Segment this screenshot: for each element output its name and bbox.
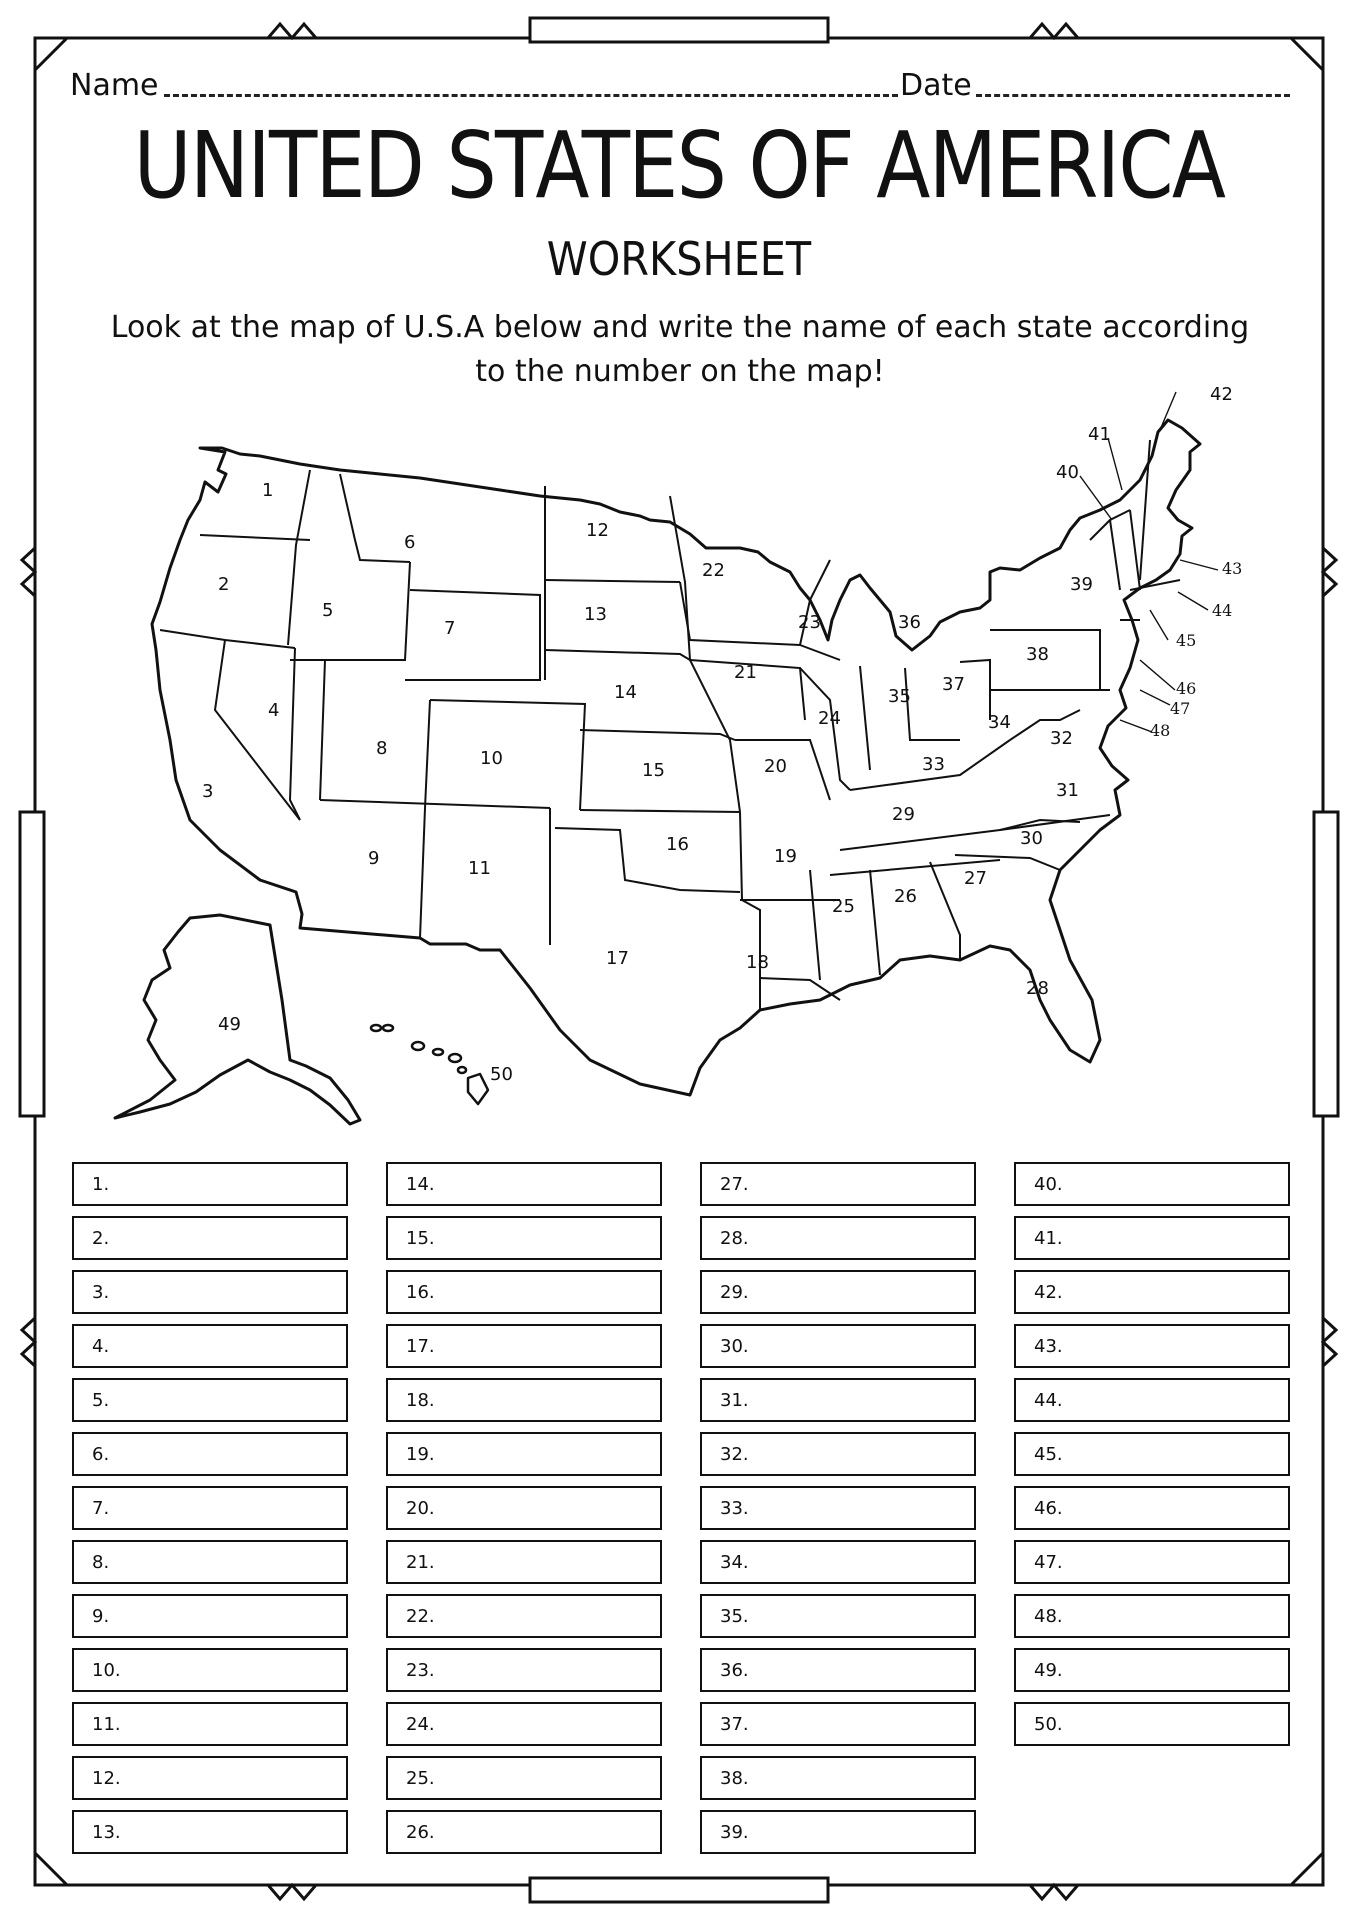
answer-column-4 <box>1014 1162 1290 1756</box>
answer-number: 19. <box>406 1444 435 1465</box>
answer-box[interactable] <box>700 1216 976 1260</box>
answer-number: 40. <box>1034 1174 1063 1195</box>
map-label-32: 32 <box>1050 728 1073 749</box>
answer-box[interactable] <box>1014 1432 1290 1476</box>
answer-box[interactable] <box>386 1270 662 1314</box>
answer-number: 50. <box>1034 1714 1063 1735</box>
answer-number: 35. <box>720 1606 749 1627</box>
answer-box[interactable] <box>1014 1324 1290 1368</box>
answer-box[interactable] <box>1014 1270 1290 1314</box>
answer-number: 39. <box>720 1822 749 1843</box>
answer-number: 24. <box>406 1714 435 1735</box>
map-label-30: 30 <box>1020 828 1043 849</box>
answer-box[interactable] <box>72 1486 348 1530</box>
page-title: UNITED STATES OF AMERICA <box>133 112 1225 219</box>
map-label-38: 38 <box>1026 644 1049 665</box>
answer-number: 29. <box>720 1282 749 1303</box>
map-label-17: 17 <box>606 948 629 969</box>
answer-number: 7. <box>92 1498 110 1519</box>
map-label-45: 45 <box>1176 631 1197 650</box>
map-label-29: 29 <box>892 804 915 825</box>
answer-number: 5. <box>92 1390 110 1411</box>
answer-number: 1. <box>92 1174 110 1195</box>
map-label-48: 48 <box>1150 721 1171 740</box>
answer-number: 34. <box>720 1552 749 1573</box>
map-label-19: 19 <box>774 846 797 867</box>
answer-box[interactable] <box>72 1432 348 1476</box>
map-label-5: 5 <box>322 600 334 621</box>
answer-box[interactable] <box>386 1702 662 1746</box>
answer-box[interactable] <box>72 1594 348 1638</box>
answer-number: 2. <box>92 1228 110 1249</box>
answer-number: 4. <box>92 1336 110 1357</box>
answer-number: 48. <box>1034 1606 1063 1627</box>
answer-number: 37. <box>720 1714 749 1735</box>
answer-number: 18. <box>406 1390 435 1411</box>
name-blank[interactable] <box>164 94 898 97</box>
name-date-line <box>70 64 1290 108</box>
answer-number: 11. <box>92 1714 121 1735</box>
answer-number: 46. <box>1034 1498 1063 1519</box>
instructions-text: Look at the map of U.S.A below and write the name of each state according to the number on the map! <box>110 310 1250 389</box>
answer-number: 17. <box>406 1336 435 1357</box>
usa-outline-map <box>0 384 1358 1140</box>
map-label-27: 27 <box>964 868 987 889</box>
answer-number: 49. <box>1034 1660 1063 1681</box>
answer-number: 22. <box>406 1606 435 1627</box>
answer-box[interactable] <box>700 1810 976 1854</box>
map-label-7: 7 <box>444 618 456 639</box>
answer-number: 23. <box>406 1660 435 1681</box>
answer-box[interactable] <box>700 1270 976 1314</box>
answer-box[interactable] <box>700 1162 976 1206</box>
answer-box[interactable] <box>386 1594 662 1638</box>
map-label-25: 25 <box>832 896 855 917</box>
map-label-9: 9 <box>368 848 380 869</box>
map-label-43: 43 <box>1222 559 1243 578</box>
answer-number: 6. <box>92 1444 110 1465</box>
map-label-50: 50 <box>490 1064 513 1085</box>
map-label-10: 10 <box>480 748 503 769</box>
map-label-1: 1 <box>262 480 274 501</box>
map-label-44: 44 <box>1212 601 1233 620</box>
answer-box[interactable] <box>1014 1378 1290 1422</box>
answer-column-2 <box>386 1162 662 1864</box>
answer-number: 42. <box>1034 1282 1063 1303</box>
map-label-37: 37 <box>942 674 965 695</box>
answer-box[interactable] <box>72 1756 348 1800</box>
page-subtitle: WORKSHEET <box>546 232 812 286</box>
answer-box[interactable] <box>1014 1540 1290 1584</box>
answer-box[interactable] <box>1014 1594 1290 1638</box>
answer-box[interactable] <box>700 1324 976 1368</box>
answer-number: 31. <box>720 1390 749 1411</box>
answer-box[interactable] <box>386 1648 662 1692</box>
map-label-33: 33 <box>922 754 945 775</box>
answer-number: 43. <box>1034 1336 1063 1357</box>
map-label-13: 13 <box>584 604 607 625</box>
map-label-26: 26 <box>894 886 917 907</box>
answer-box[interactable] <box>386 1378 662 1422</box>
answer-number: 16. <box>406 1282 435 1303</box>
answer-box[interactable] <box>72 1810 348 1854</box>
answer-box[interactable] <box>72 1702 348 1746</box>
map-label-6: 6 <box>404 532 416 553</box>
answer-number: 26. <box>406 1822 435 1843</box>
map-label-34: 34 <box>988 712 1011 733</box>
answer-number: 15. <box>406 1228 435 1249</box>
map-label-16: 16 <box>666 834 689 855</box>
map-label-35: 35 <box>888 686 911 707</box>
answer-box[interactable] <box>700 1540 976 1584</box>
answer-box[interactable] <box>1014 1486 1290 1530</box>
answer-box[interactable] <box>700 1702 976 1746</box>
answer-number: 36. <box>720 1660 749 1681</box>
answer-box[interactable] <box>700 1648 976 1692</box>
answer-number: 21. <box>406 1552 435 1573</box>
answer-box[interactable] <box>72 1540 348 1584</box>
map-label-8: 8 <box>376 738 388 759</box>
map-label-23: 23 <box>798 612 821 633</box>
answer-number: 20. <box>406 1498 435 1519</box>
answer-box[interactable] <box>700 1756 976 1800</box>
map-label-12: 12 <box>586 520 609 541</box>
answer-box[interactable] <box>1014 1216 1290 1260</box>
answer-number: 41. <box>1034 1228 1063 1249</box>
answer-box[interactable] <box>72 1648 348 1692</box>
answer-number: 33. <box>720 1498 749 1519</box>
answer-column-3 <box>700 1162 976 1864</box>
map-label-39: 39 <box>1070 574 1093 595</box>
map-label-40: 40 <box>1056 462 1079 483</box>
answer-number: 28. <box>720 1228 749 1249</box>
map-label-21: 21 <box>734 662 757 683</box>
map-label-28: 28 <box>1026 978 1049 999</box>
answer-number: 14. <box>406 1174 435 1195</box>
map-label-41: 41 <box>1088 424 1111 445</box>
answer-column-1 <box>72 1162 348 1864</box>
map-label-22: 22 <box>702 560 725 581</box>
answer-box[interactable] <box>72 1378 348 1422</box>
answer-number: 12. <box>92 1768 121 1789</box>
answer-box[interactable] <box>386 1486 662 1530</box>
answer-box[interactable] <box>72 1216 348 1260</box>
answer-box[interactable] <box>700 1378 976 1422</box>
answer-number: 25. <box>406 1768 435 1789</box>
map-label-49: 49 <box>218 1014 241 1035</box>
answer-box[interactable] <box>386 1324 662 1368</box>
answer-box[interactable] <box>1014 1162 1290 1206</box>
answer-box[interactable] <box>72 1324 348 1368</box>
answer-box[interactable] <box>386 1432 662 1476</box>
answer-number: 10. <box>92 1660 121 1681</box>
answer-number: 45. <box>1034 1444 1063 1465</box>
answer-box[interactable] <box>386 1810 662 1854</box>
map-label-2: 2 <box>218 574 230 595</box>
answer-number: 44. <box>1034 1390 1063 1411</box>
map-label-36: 36 <box>898 612 921 633</box>
map-label-14: 14 <box>614 682 637 703</box>
map-label-3: 3 <box>202 781 214 802</box>
answer-box[interactable] <box>386 1216 662 1260</box>
answer-number: 38. <box>720 1768 749 1789</box>
answer-number: 30. <box>720 1336 749 1357</box>
answer-number: 47. <box>1034 1552 1063 1573</box>
map-label-11: 11 <box>468 858 491 879</box>
answer-number: 13. <box>92 1822 121 1843</box>
map-label-20: 20 <box>764 756 787 777</box>
map-label-4: 4 <box>268 700 280 721</box>
answer-box[interactable] <box>72 1162 348 1206</box>
answer-number: 3. <box>92 1282 110 1303</box>
date-label: Date <box>900 68 972 103</box>
answer-number: 27. <box>720 1174 749 1195</box>
map-label-15: 15 <box>642 760 665 781</box>
answer-number: 8. <box>92 1552 110 1573</box>
answer-box[interactable] <box>1014 1702 1290 1746</box>
answer-box[interactable] <box>386 1540 662 1584</box>
map-label-24: 24 <box>818 708 841 729</box>
map-label-42: 42 <box>1210 384 1233 405</box>
answer-number: 32. <box>720 1444 749 1465</box>
date-blank[interactable] <box>976 94 1290 97</box>
answer-box[interactable] <box>700 1432 976 1476</box>
answer-box[interactable] <box>700 1594 976 1638</box>
answer-box[interactable] <box>1014 1648 1290 1692</box>
map-label-18: 18 <box>746 952 769 973</box>
map-label-46: 46 <box>1176 679 1197 698</box>
answer-box[interactable] <box>386 1756 662 1800</box>
answer-box[interactable] <box>700 1486 976 1530</box>
map-label-31: 31 <box>1056 780 1079 801</box>
map-label-47: 47 <box>1170 699 1191 718</box>
answer-box[interactable] <box>72 1270 348 1314</box>
name-label: Name <box>70 68 159 103</box>
answer-number: 9. <box>92 1606 110 1627</box>
answer-box[interactable] <box>386 1162 662 1206</box>
